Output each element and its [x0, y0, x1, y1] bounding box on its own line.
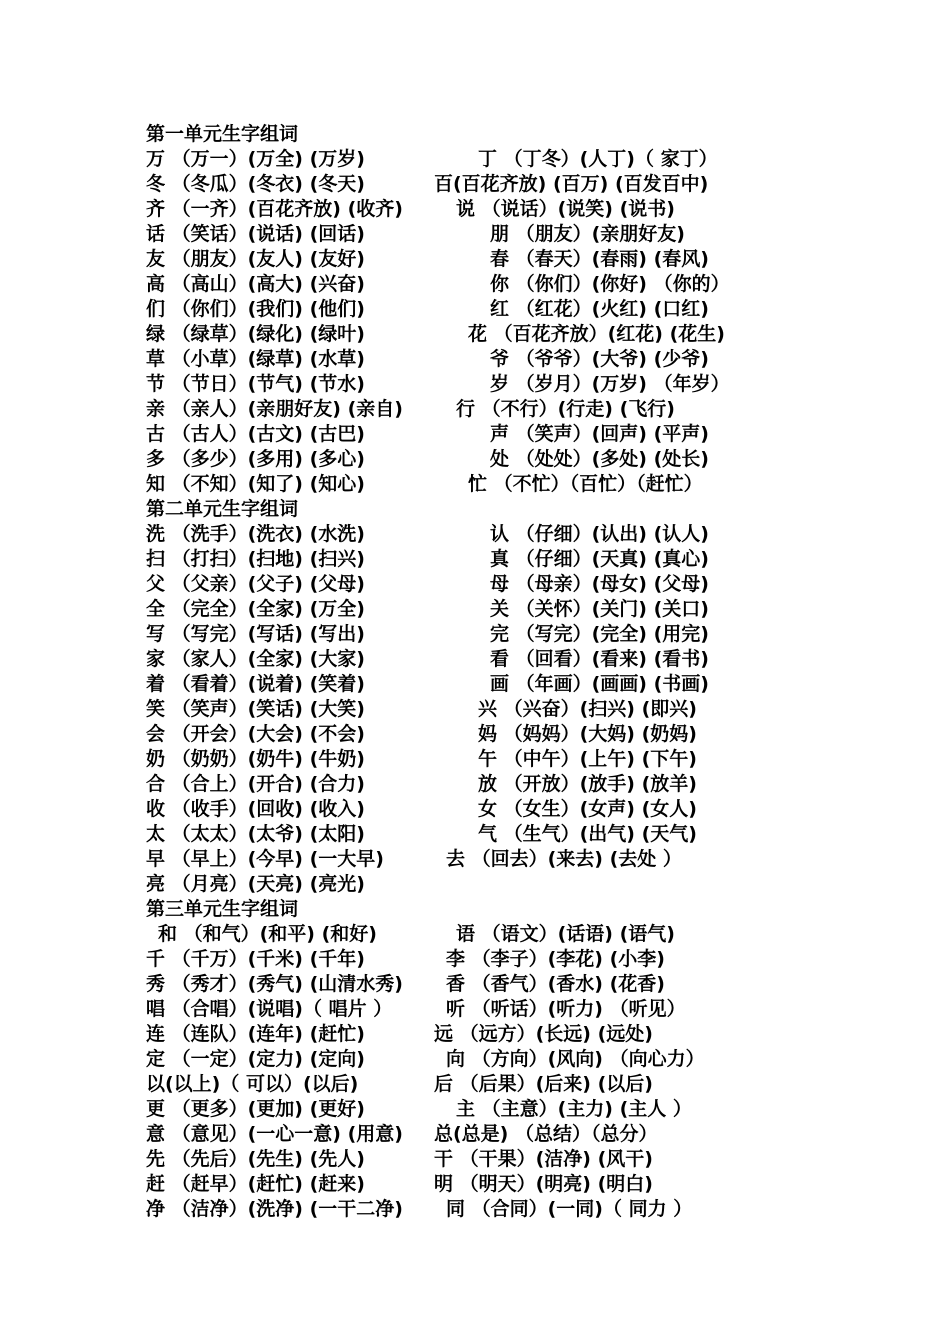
left-entry: 奶 （奶奶）(奶牛) (牛奶) [146, 748, 365, 770]
right-entry: 干 （干果）(洁净) (风干) [434, 1148, 653, 1170]
right-entry: 远 （远方）(长远) (远处) [434, 1023, 653, 1045]
left-entry: 笑 （笑声）(笑话) (大笑) [146, 698, 365, 720]
right-entry: 处 （处处）(多处) (处长) [490, 448, 709, 470]
right-entry: 画 （年画）(画画) (书画) [490, 673, 709, 695]
left-entry: 收 （收手）(回收) (收入) [146, 798, 365, 820]
left-entry: 古 （古人）(古文) (古巴) [146, 423, 365, 445]
left-entry: 着 （看着）(说着) (笑着) [146, 673, 365, 695]
right-entry: 认 （仔细）(认出) (认人) [490, 523, 709, 545]
left-entry: 们 （你们）(我们) (他们) [146, 298, 365, 320]
right-entry: 香 （香气）(香水) (花香) [446, 973, 665, 995]
right-entry: 主 （主意）(主力) (主人 ） [456, 1098, 692, 1120]
right-entry: 说 （说话）(说笑) (说书) [456, 198, 675, 220]
right-entry: 放 （开放）(放手) (放羊) [478, 773, 697, 795]
left-entry: 千 （千万）(千米) (千年) [146, 948, 365, 970]
unit-heading-2: 第二单元生字组词 [146, 498, 299, 520]
left-entry: 父 （父亲）(父子) (父母) [146, 573, 365, 595]
right-entry: 总(总是) （总结）（总分） [434, 1123, 658, 1145]
left-entry: 更 （更多）(更加) (更好) [146, 1098, 365, 1120]
left-entry: 节 （节日）(节气) (节水) [146, 373, 365, 395]
right-entry: 后 （后果）(后来) (以后) [434, 1073, 653, 1095]
right-entry: 女 （女生）(女声) (女人) [478, 798, 697, 820]
left-entry: 赶 （赶早）(赶忙) (赶来) [146, 1173, 365, 1195]
left-entry: 亮 （月亮）(天亮) (亮光) [146, 873, 365, 895]
left-entry: 秀 （秀才）(秀气) (山清水秀) [146, 973, 403, 995]
left-entry: 扫 （打扫）(扫地) (扫兴) [146, 548, 365, 570]
right-entry: 丁 （丁冬）(人丁)（ 家丁） [478, 148, 718, 170]
right-entry: 同 （合同）(一同)（ 同力 ） [446, 1198, 693, 1220]
left-entry: 齐 （一齐）(百花齐放) (收齐) [146, 198, 403, 220]
right-entry: 听 （听话）(听力) （听见） [446, 998, 686, 1020]
left-entry: 连 （连队）(连年) (赶忙) [146, 1023, 365, 1045]
right-entry: 语 （语文）(话语) (语气) [456, 923, 675, 945]
left-entry: 绿 （绿草）(绿化) (绿叶) [146, 323, 365, 345]
right-entry: 明 （明天）(明亮) (明白) [434, 1173, 653, 1195]
right-entry: 完 （写完）(完全) (用完) [490, 623, 709, 645]
right-entry: 去 （回去）(来去) (去处 ） [446, 848, 682, 870]
right-entry: 声 （笑声）(回声) (平声) [490, 423, 709, 445]
right-entry: 忙 （不忙）（百忙）（赶忙） [468, 473, 703, 495]
left-entry: 多 （多少）(多用) (多心) [146, 448, 365, 470]
left-entry: 净 （洁净）(洗净) (一干二净) [146, 1198, 403, 1220]
left-entry: 意 （意见）(一心一意) (用意) [146, 1123, 403, 1145]
left-entry: 高 （高山）(高大) (兴奋) [146, 273, 365, 295]
right-entry: 朋 （朋友）(亲朋好友) [490, 223, 685, 245]
right-entry: 岁 （岁月）(万岁) （年岁） [490, 373, 730, 395]
left-entry: 早 （早上）(今早) (一大早) [146, 848, 384, 870]
left-entry: 先 （先后）(先生) (先人) [146, 1148, 365, 1170]
left-entry: 合 （合上）(开合) (合力) [146, 773, 365, 795]
left-entry: 万 （万一）(万全) (万岁) [146, 148, 365, 170]
left-entry: 洗 （洗手）(洗衣) (水洗) [146, 523, 365, 545]
left-entry: 定 （一定）(定力) (定向) [146, 1048, 365, 1070]
left-entry: 唱 （合唱）(说唱)（ 唱片 ） [146, 998, 393, 1020]
right-entry: 春 （春天）(春雨) (春风) [490, 248, 709, 270]
left-entry: 家 （家人）(全家) (大家) [146, 648, 365, 670]
right-entry: 李 （李子）(李花) (小李) [446, 948, 665, 970]
left-entry: 写 （写完）(写话) (写出) [146, 623, 365, 645]
right-entry: 看 （回看）(看来) (看书) [490, 648, 709, 670]
left-entry: 太 （太太）(太爷) (太阳) [146, 823, 365, 845]
right-entry: 向 （方向）(风向) （向心力） [446, 1048, 705, 1070]
right-entry: 百(百花齐放) (百万) (百发百中) [434, 173, 709, 195]
left-entry: 全 （完全）(全家) (万全) [146, 598, 365, 620]
left-entry: 会 （开会）(大会) (不会) [146, 723, 365, 745]
left-entry: 冬 （冬瓜）(冬衣) (冬天) [146, 173, 365, 195]
right-entry: 午 （中午）(上午) (下午) [478, 748, 697, 770]
right-entry: 红 （红花）(火红) (口红) [490, 298, 709, 320]
left-entry: 话 （笑话）(说话) (回话) [146, 223, 365, 245]
left-entry: 友 （朋友）(友人) (友好) [146, 248, 365, 270]
right-entry: 妈 （妈妈）(大妈) (奶妈) [478, 723, 697, 745]
right-entry: 真 （仔细）(天真) (真心) [490, 548, 709, 570]
right-entry: 母 （母亲）(母女) (父母) [490, 573, 709, 595]
unit-heading-3: 第三单元生字组词 [146, 898, 299, 920]
left-entry: 亲 （亲人）(亲朋好友) (亲自) [146, 398, 403, 420]
left-entry: 和 （和气）(和平) (和好) [158, 923, 377, 945]
right-entry: 花 （百花齐放）(红花) (花生) [468, 323, 725, 345]
right-entry: 行 （不行）(行走) (飞行) [456, 398, 675, 420]
right-entry: 关 （关怀）(关门) (关口) [490, 598, 709, 620]
left-entry: 草 （小草）(绿草) (水草) [146, 348, 365, 370]
right-entry: 爷 （爷爷）(大爷) (少爷) [490, 348, 709, 370]
right-entry: 你 （你们）(你好) （你的） [490, 273, 730, 295]
left-entry: 以(以上)（ 可以）(以后) [146, 1073, 359, 1095]
right-entry: 气 （生气）(出气) (天气) [478, 823, 697, 845]
right-entry: 兴 （兴奋）(扫兴) (即兴) [478, 698, 697, 720]
unit-heading-1: 第一单元生字组词 [146, 123, 299, 145]
left-entry: 知 （不知）(知了) (知心) [146, 473, 365, 495]
